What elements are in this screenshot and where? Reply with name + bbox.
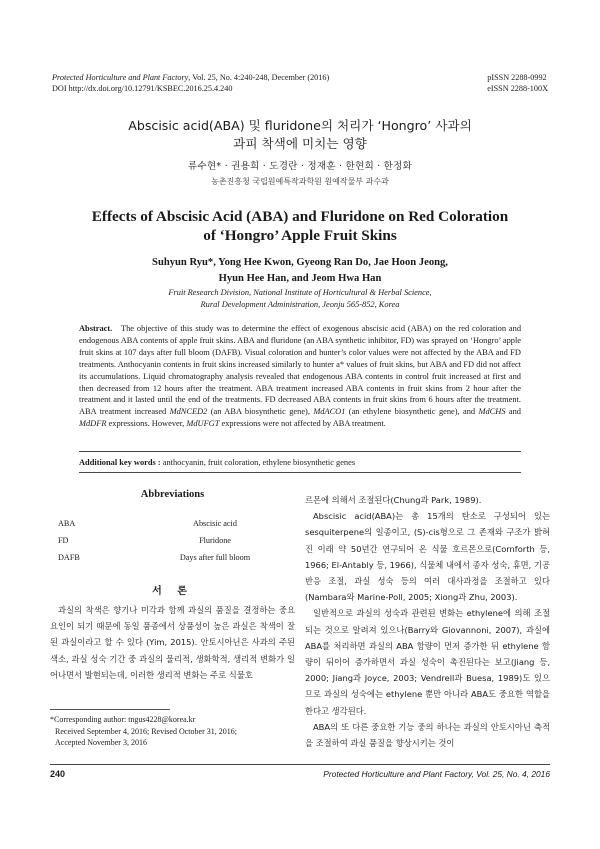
korean-title-line1: Abscisic acid(ABA) 및 fluridone의 처리가 ‘Hongro’ 사과의 [128,118,472,133]
abbreviation-key: FD [58,536,69,545]
english-title-line2: of ‘Hongro’ Apple Fruit Skins [203,227,397,244]
gene-mdchs: MdCHS [478,407,506,417]
keywords [79,457,521,469]
english-authors-line1: Suhyun Ryu*, Yong Hee Kwon, Gyeong Ran Do, Jae Hoon Jeong, [152,257,448,268]
introduction-paragraph: 일반적으로 과실의 성숙과 관련된 변화는 ethylene에 의해 조절되는 것으로 알려져 있으나(Barry와 Giovannoni, 2007), 과실에 ABA를 처리하면 과실의 ABA 함량이 먼저 증가한 뒤 ethylene 함량이 뒤이어 증가하면서 과실 성숙이 촉진된다는 보고(Jiang 등, 2000; Jiang과 Joyce, 2003; Vendrell과 Buesa, 1989)도 있으므로 과실의 성숙에는 ethylene 뿐만 아니라 ABA도 중요한 역할을 한다고 생각된다. [305,608,550,716]
footnote [50,714,295,749]
korean-affiliation: 농촌진흥청 국립원예특작과학원 원예작물부 과수과 [211,177,389,186]
abstract-text-f: expressions were not affected by ABA treatment. [219,419,386,429]
introduction-right-column [305,492,550,751]
corresponding-author: *Corresponding author: tngus4228@korea.kr [50,715,196,724]
english-authors-line2: Hyun Hee Han, and Jeom Hwa Han [218,273,382,284]
korean-title-line2: 과피 착색에 미치는 영향 [233,136,367,151]
accepted-date: Accepted November 3, 2016 [55,738,147,748]
abbreviations-title: Abbreviations [140,489,205,500]
abstract-text-e: expressions. However, [106,419,187,429]
abbreviation-key: ABA [58,519,76,528]
eissn: eISSN 2288-100X [487,84,548,93]
keywords-top-divider [79,451,521,452]
abbreviations-table [50,519,295,570]
gene-mdaco1: MdACO1 [313,407,346,417]
page-number: 240 [50,769,66,779]
english-affiliation [60,287,540,311]
introduction-paragraph: 르몬에 의해서 조절된다(Chung과 Park, 1989). [305,495,482,505]
korean-authors: 류수현* · 권용희 · 도경란 · 정재훈 · 한현희 · 한정화 [187,161,413,172]
abbreviation-value: Fluridone [199,536,231,545]
footnote-divider [50,709,170,710]
journal-volume: , Vol. 25, No. 4:240-248, December (2016) [188,73,330,82]
abstract-text-d: and [505,407,521,417]
footer-journal-reference: Protected Horticulture and Plant Factory, Vol. 25, No. 4, 2016 [323,769,550,779]
english-affil-line1: Fruit Research Division, National Institute of Horticultural & Herbal Science, [168,288,432,297]
abstract-text-a: The objective of this study was to determine the effect of exogenous abscisic acid (ABA) on the red coloration and endogenous ABA contents of apple fruit skins. ABA and fluridone (an ABA synthetic inhibitor, FD) was sprayed on ‘Hongro’ apple fruit skins at 107 days after full bloom (DAFB). Visual coloration and hunter’s color values were not affected by the ABA and FD treatments. Anthocyanin contents in fruit skins increased similarly to hunter a* values of fruit skins, but ABA and FD did not affect its accumulations. Liquid chromatography analysis revealed that endogenous ABA contents in control fruit increased at first and then decreased from 12 hours after the treatment. ABA treatment increased ABA contents in fruit skins from 2 hour after the treatment and it lasted until the end of the treatments. FD decreased ABA contents in fruit skins from 6 hours after the treatment. ABA treatment increased [79,324,522,417]
english-title [60,207,540,245]
introduction-paragraph: ABA의 또 다른 중요한 기능 중의 하나는 과실의 안토시아닌 축적을 조절하여 과실 품질을 향상시키는 것이 [305,721,550,749]
introduction-paragraph: 과실의 착색은 향기나 미각과 함께 과실의 품질을 결정하는 중요 요인이 되기 때문에 동일 품종에서 상품성이 높은 과실은 착색이 잘된 과실이라고 할 수 있다 (Yim, 2015). 안토시아닌은 사과의 주된 색소, 과실 성숙 기간 중 과실의 물리적, 생화학적, 생리적 변화가 일어나면서 발현되는데, 이러한 생리적 변화는 주로 식물호 [50,605,295,680]
abbreviation-row [50,536,295,553]
abbreviation-row [50,519,295,536]
gene-mdufgt: MdUFGT [186,419,220,429]
korean-title [60,117,540,153]
abbreviation-value: Abscisic acid [193,519,237,528]
abstract-text-c: (an ethylene biosynthetic gene), and [345,407,479,417]
keywords-label: Additional key words : [79,458,161,467]
english-authors [60,255,540,287]
abstract-label: Abstract. [79,324,113,333]
keywords-bottom-divider [79,472,521,473]
gene-mddfr: MdDFR [79,419,107,429]
received-dates: Received September 4, 2016; Revised October 31, 2016; [55,726,237,736]
abbreviation-row [50,553,295,570]
footer-divider [50,764,550,765]
abstract-text-b: (an ABA biosynthetic gene), [207,407,314,417]
abbreviation-key: DAFB [58,553,80,562]
issn-block [487,72,548,94]
abbreviation-value: Days after full bloom [179,553,251,562]
abstract [79,323,521,430]
gene-mdnced2: MdNCED2 [169,407,208,417]
introduction-paragraph: Abscisic acid(ABA)는 총 15개의 탄소로 구성되어 있는 sesquiterpene의 일종이고, (S)-cis형으로 그 존재와 구조가 밝혀진 이래 약 50년간 연구되어 온 식물 호르몬으로(Cornforth 등, 1966; El-Antably 등, 1966), 식물체 내에서 종자 성숙, 휴면, 기공 반응 조절, 과실 성숙 등의 여러 대사과정을 조절하고 있다(Nambara와 Marine-Poll, 2005; Xiong과 Zhu, 2003). [305,511,550,603]
english-title-line1: Effects of Abscisic Acid (ABA) and Fluridone on Red Coloration [91,208,509,225]
introduction-left-column [50,602,295,683]
journal-header [52,72,329,94]
keywords-text: anthocyanin, fruit coloration, ethylene biosynthetic genes [160,458,356,467]
doi-link[interactable]: DOI http://dx.doi.org/10.12791/KSBEC.2016.25.4.240 [52,84,233,93]
journal-name: Protected Horticulture and Plant Factory [52,73,189,82]
introduction-title: 서 론 [152,586,193,597]
pissn: pISSN 2288-0992 [487,73,547,82]
english-affil-line2: Rural Development Administration, Jeonju 565-852, Korea [200,300,400,309]
